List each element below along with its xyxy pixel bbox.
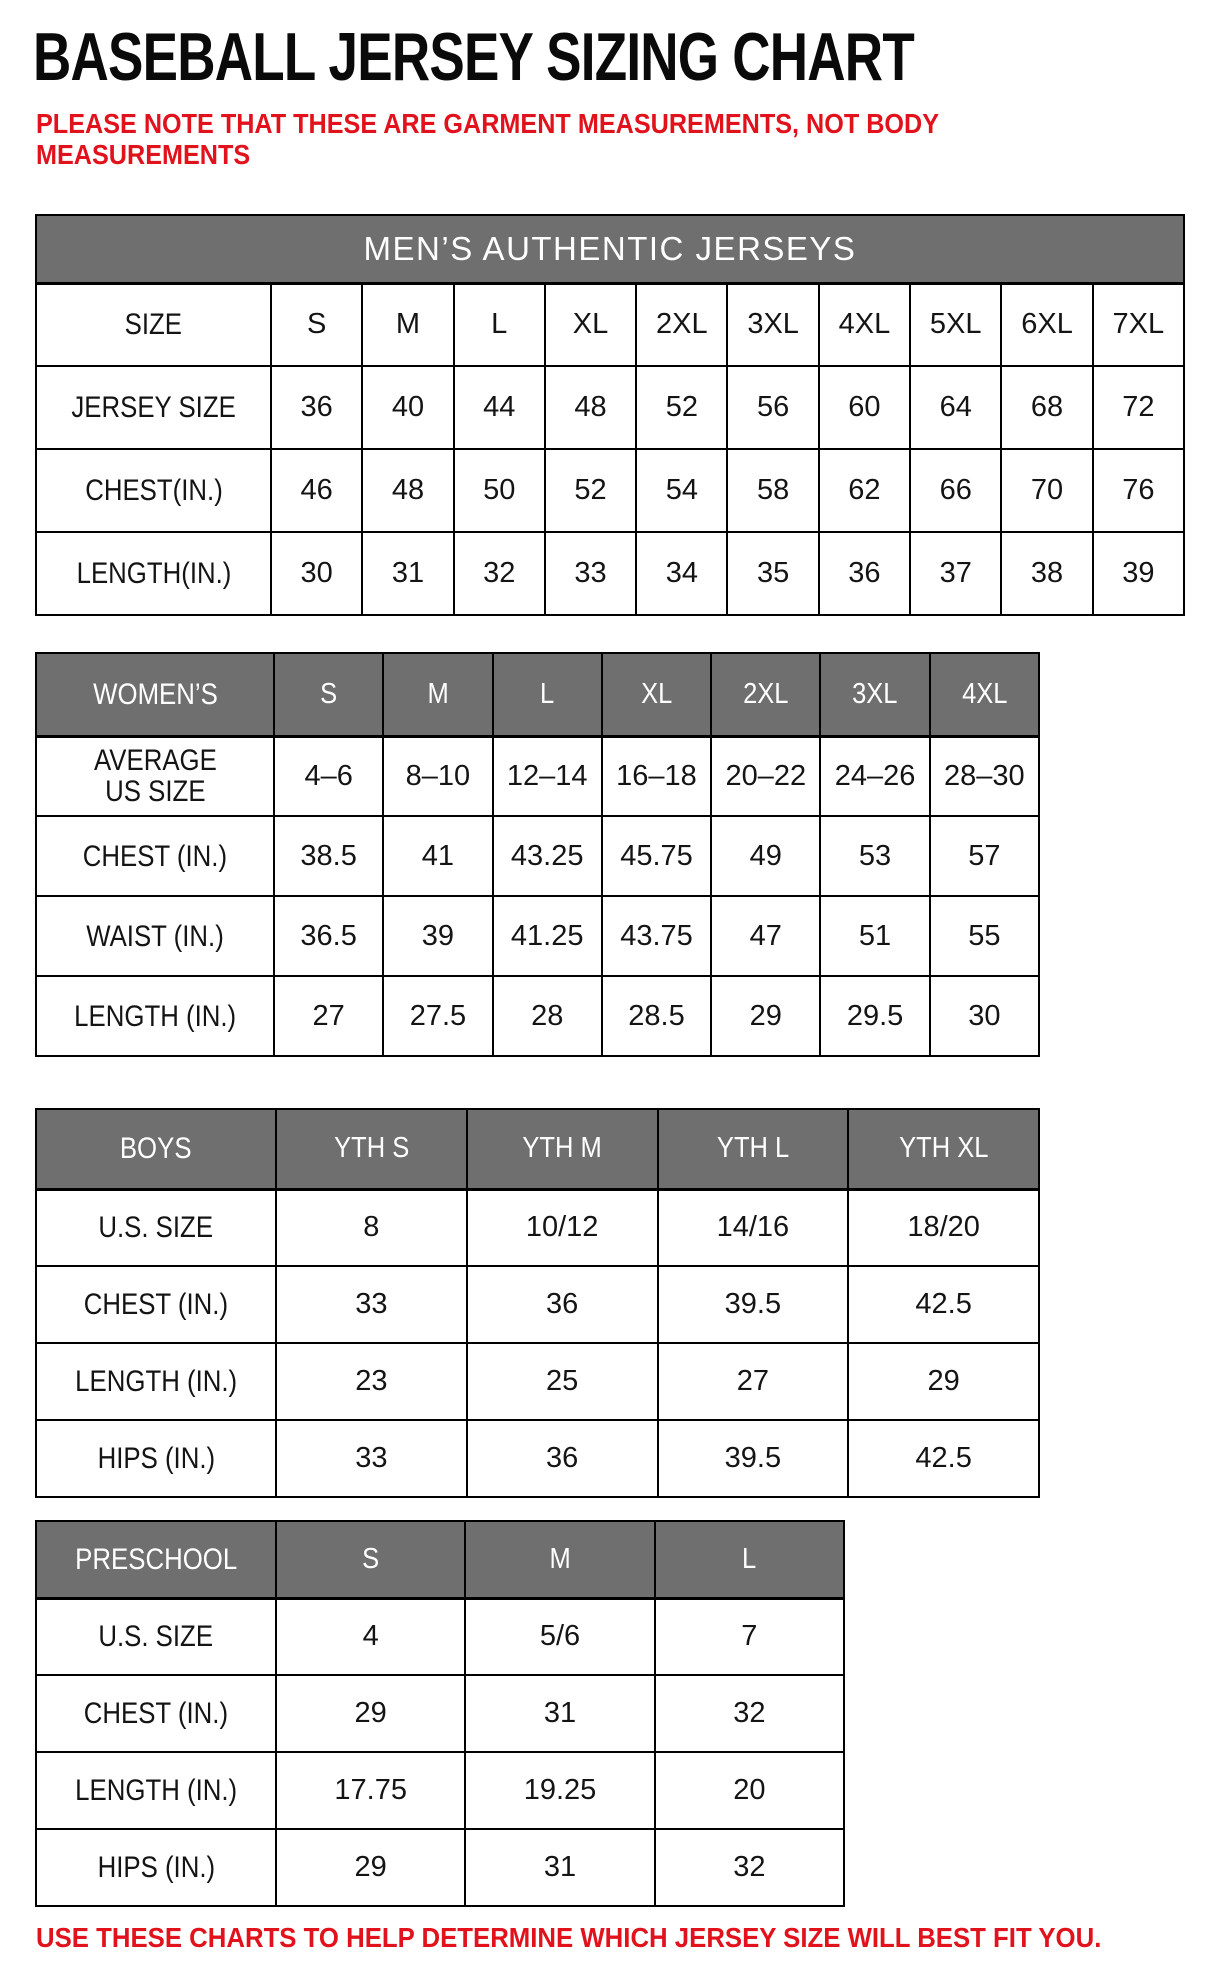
womens-value-cell: 36.5 [274,896,383,976]
mens-value-cell: 60 [819,366,910,449]
boys-row [36,1343,1039,1420]
womens-value-cell: 27 [274,976,383,1056]
mens-row-label: LENGTH(IN.) [36,532,271,615]
womens-value-cell: 28–30 [930,736,1039,816]
womens-value-cell: 27.5 [383,976,492,1056]
womens-value-cell: 57 [930,816,1039,896]
mens-value-cell: 58 [727,449,818,532]
womens-value-cell: 4–6 [274,736,383,816]
boys-value-cell: 23 [276,1343,467,1420]
mens-value-cell: 36 [819,532,910,615]
note-line-1: PLEASE NOTE THAT THESE ARE GARMENT MEASUREMENTS, NOT BODY [36,108,940,139]
boys-value-cell: 18/20 [848,1189,1039,1266]
mens-value-cell: S [271,283,362,366]
boys-table-grid [35,1108,1040,1498]
mens-value-cell: 30 [271,532,362,615]
mens-value-cell: 7XL [1093,283,1184,366]
boys-value-cell: 42.5 [848,1420,1039,1497]
boys-value-cell: 14/16 [658,1189,849,1266]
mens-row [36,532,1184,615]
mens-value-cell: 48 [545,366,636,449]
mens-value-cell: 33 [545,532,636,615]
mens-value-cell: XL [545,283,636,366]
womens-value-cell: 38.5 [274,816,383,896]
womens-value-cell: 30 [930,976,1039,1056]
boys-value-cell: 39.5 [658,1266,849,1343]
mens-value-cell: 2XL [636,283,727,366]
preschool-table-grid [35,1520,845,1907]
womens-size-header: L [493,653,602,736]
womens-value-cell: 55 [930,896,1039,976]
mens-value-cell: 64 [910,366,1001,449]
womens-value-cell: 20–22 [711,736,820,816]
mens-row-label: JERSEY SIZE [36,366,271,449]
mens-value-cell: 54 [636,449,727,532]
womens-value-cell: 39 [383,896,492,976]
womens-size-header: 4XL [930,653,1039,736]
womens-row-label: WAIST (IN.) [36,896,274,976]
mens-authentic-jerseys-table [35,214,1185,614]
preschool-value-cell: 19.25 [465,1752,654,1829]
mens-value-cell: M [362,283,453,366]
womens-size-header: 3XL [820,653,929,736]
boys-row [36,1420,1039,1497]
boys-value-cell: 25 [467,1343,658,1420]
boys-value-cell: 29 [848,1343,1039,1420]
womens-header-label: WOMEN’S [36,653,274,736]
womens-value-cell: 29.5 [820,976,929,1056]
mens-value-cell: 32 [454,532,545,615]
mens-value-cell: 70 [1001,449,1092,532]
preschool-value-cell: 31 [465,1829,654,1906]
boys-value-cell: 36 [467,1420,658,1497]
boys-value-cell: 42.5 [848,1266,1039,1343]
preschool-value-cell: 29 [276,1829,465,1906]
preschool-row-label: HIPS (IN.) [36,1829,276,1906]
preschool-sizing-table [35,1520,845,1905]
preschool-value-cell: 20 [655,1752,844,1829]
boys-value-cell: 36 [467,1266,658,1343]
mens-table-grid [35,214,1185,616]
mens-value-cell: 76 [1093,449,1184,532]
womens-value-cell: 51 [820,896,929,976]
boys-size-header: YTH XL [848,1109,1039,1189]
boys-row [36,1266,1039,1343]
preschool-value-cell: 32 [655,1829,844,1906]
mens-value-cell: 3XL [727,283,818,366]
womens-value-cell: 16–18 [602,736,711,816]
mens-value-cell: 66 [910,449,1001,532]
mens-value-cell: 4XL [819,283,910,366]
preschool-row [36,1675,844,1752]
womens-value-cell: 28.5 [602,976,711,1056]
boys-value-cell: 33 [276,1266,467,1343]
mens-value-cell: 6XL [1001,283,1092,366]
preschool-row-label: LENGTH (IN.) [36,1752,276,1829]
womens-value-cell: 8–10 [383,736,492,816]
womens-row [36,896,1039,976]
womens-row [36,976,1039,1056]
page-title [33,19,1162,95]
womens-sizing-table [35,652,1040,1055]
womens-value-cell: 12–14 [493,736,602,816]
mens-value-cell: 31 [362,532,453,615]
mens-value-cell: 36 [271,366,362,449]
mens-row-label: SIZE [36,283,271,366]
garment-measurement-note [36,108,1039,170]
womens-value-cell: 43.75 [602,896,711,976]
boys-row [36,1189,1039,1266]
preschool-value-cell: 32 [655,1675,844,1752]
mens-value-cell: 56 [727,366,818,449]
preschool-value-cell: 17.75 [276,1752,465,1829]
boys-value-cell: 39.5 [658,1420,849,1497]
womens-value-cell: 24–26 [820,736,929,816]
womens-row [36,816,1039,896]
boys-row-label: CHEST (IN.) [36,1266,276,1343]
womens-size-header: M [383,653,492,736]
boys-row-label: U.S. SIZE [36,1189,276,1266]
womens-value-cell: 28 [493,976,602,1056]
mens-value-cell: 39 [1093,532,1184,615]
mens-value-cell: 38 [1001,532,1092,615]
preschool-size-header: L [655,1521,844,1598]
boys-value-cell: 10/12 [467,1189,658,1266]
boys-size-header: YTH S [276,1109,467,1189]
footer-note: USE THESE CHARTS TO HELP DETERMINE WHICH JERSEY SIZE WILL BEST FIT YOU. [36,1922,1102,1953]
preschool-value-cell: 5/6 [465,1598,654,1675]
preschool-row-label: U.S. SIZE [36,1598,276,1675]
page-title-text: BASEBALL JERSEY SIZING CHART [33,19,914,95]
note-line-2: MEASUREMENTS [36,139,251,170]
mens-value-cell: 35 [727,532,818,615]
preschool-row [36,1829,844,1906]
mens-value-cell: 68 [1001,366,1092,449]
mens-banner-text: MEN’S AUTHENTIC JERSEYS [363,229,857,267]
womens-value-cell: 53 [820,816,929,896]
boys-row-label: LENGTH (IN.) [36,1343,276,1420]
preschool-size-header: M [465,1521,654,1598]
womens-value-cell: 29 [711,976,820,1056]
boys-value-cell: 27 [658,1343,849,1420]
womens-value-cell: 47 [711,896,820,976]
preschool-row [36,1752,844,1829]
boys-value-cell: 8 [276,1189,467,1266]
preschool-size-header: S [276,1521,465,1598]
boys-size-header: YTH M [467,1109,658,1189]
womens-row [36,736,1039,816]
mens-banner [36,215,1184,283]
womens-value-cell: 41.25 [493,896,602,976]
womens-value-cell: 43.25 [493,816,602,896]
boys-size-header: YTH L [658,1109,849,1189]
womens-table-grid [35,652,1040,1057]
mens-value-cell: 72 [1093,366,1184,449]
preschool-row-label: CHEST (IN.) [36,1675,276,1752]
mens-row [36,283,1184,366]
mens-value-cell: 62 [819,449,910,532]
preschool-header-label: PRESCHOOL [36,1521,276,1598]
mens-row [36,366,1184,449]
mens-value-cell: 52 [636,366,727,449]
preschool-value-cell: 29 [276,1675,465,1752]
boys-value-cell: 33 [276,1420,467,1497]
womens-size-header: XL [602,653,711,736]
mens-value-cell: 48 [362,449,453,532]
mens-value-cell: 37 [910,532,1001,615]
womens-size-header: 2XL [711,653,820,736]
mens-value-cell: 46 [271,449,362,532]
preschool-value-cell: 31 [465,1675,654,1752]
preschool-value-cell: 7 [655,1598,844,1675]
mens-value-cell: 52 [545,449,636,532]
womens-row-label: LENGTH (IN.) [36,976,274,1056]
mens-row-label: CHEST(IN.) [36,449,271,532]
womens-value-cell: 49 [711,816,820,896]
mens-value-cell: 44 [454,366,545,449]
womens-value-cell: 41 [383,816,492,896]
womens-value-cell: 45.75 [602,816,711,896]
boys-row-label: HIPS (IN.) [36,1420,276,1497]
womens-row-label: AVERAGE US SIZE [36,736,274,816]
mens-value-cell: 40 [362,366,453,449]
womens-size-header: S [274,653,383,736]
preschool-row [36,1598,844,1675]
preschool-value-cell: 4 [276,1598,465,1675]
mens-value-cell: L [454,283,545,366]
mens-value-cell: 50 [454,449,545,532]
mens-value-cell: 5XL [910,283,1001,366]
mens-value-cell: 34 [636,532,727,615]
boys-header-label: BOYS [36,1109,276,1189]
mens-row [36,449,1184,532]
womens-row-label: CHEST (IN.) [36,816,274,896]
boys-sizing-table [35,1108,1040,1496]
